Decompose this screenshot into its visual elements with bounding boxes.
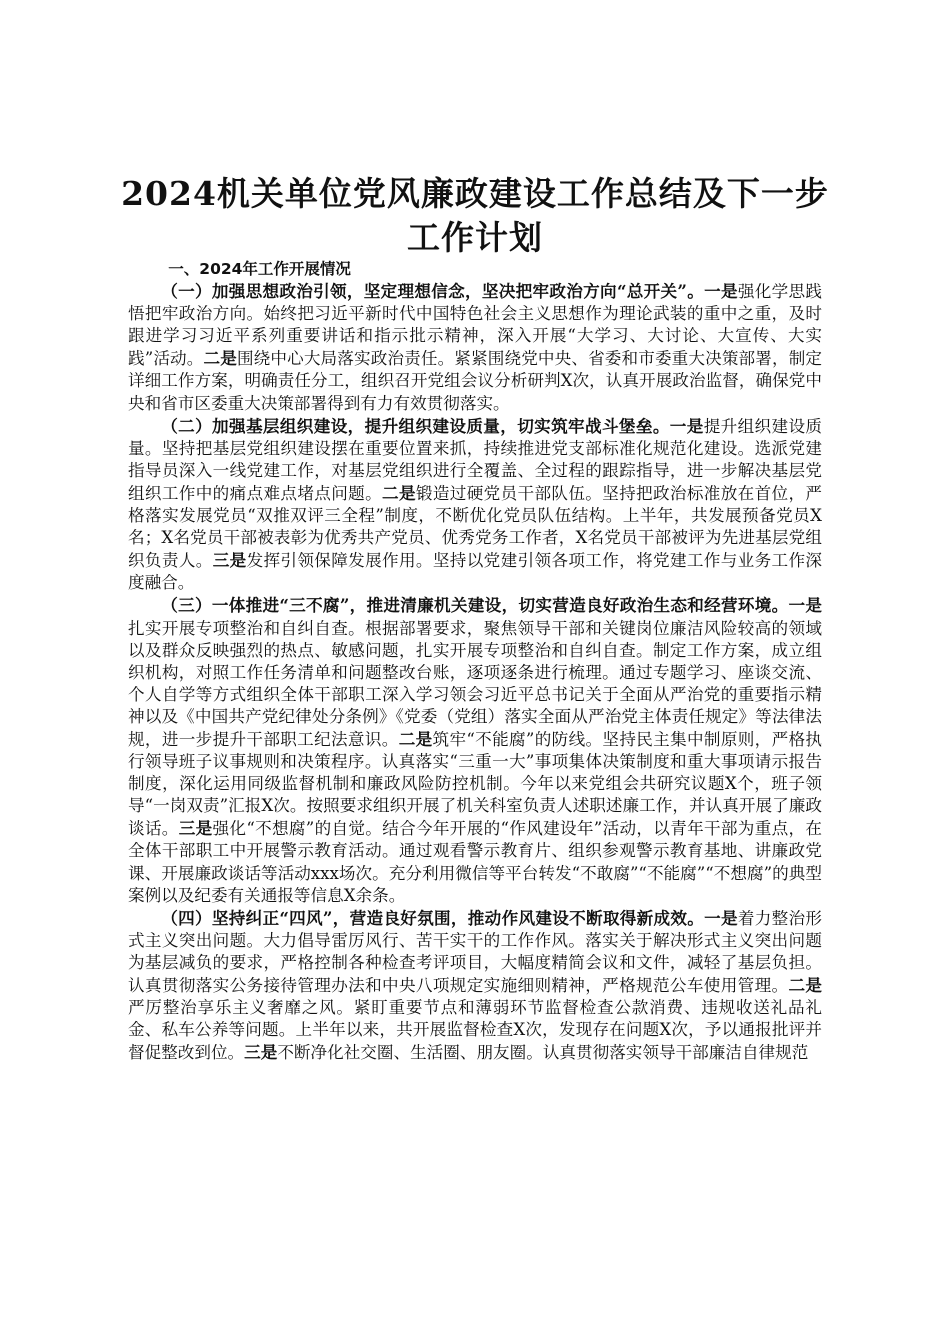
paragraph-2-text-1: 提升组织建设质量。坚持把基层党组织建设摆在重要位置来抓，持续推进党支部标准化规范化建设。选派党建指导员深入一线党建工作，对基层党组织进行全覆盖、全过程的跟踪指导，进一步解决基层党组织工作中的痛点难点堵点问题。: [128, 416, 822, 503]
paragraph-3-text-2: 筑牢“不能腐”的防线。坚持民主集中制原则，严格执行领导班子议事规则和决策程序。认真落实“三重一大”事项集体决策制度和重大事项请示报告制度，深化运用同级监督机制和廉政风险防控机制。今年以来党组会共研究议题X个，班子领导“一岗双责”汇报X次。按照要求组织开展了机关科室负责人述职述廉工作，并认真开展了廉政谈话。: [128, 729, 823, 839]
paragraph-1: [128, 280, 822, 415]
paragraph-4-keyword-1: 一是: [704, 907, 738, 928]
paragraph-4-keyword-3: 三是: [244, 1042, 278, 1063]
paragraph-3: [128, 594, 822, 906]
paragraph-1-keyword-1: 一是: [704, 281, 738, 302]
paragraph-3-keyword-1: 一是: [788, 595, 823, 616]
paragraph-4: [128, 907, 822, 1065]
paragraph-3-keyword-3: 三是: [178, 818, 213, 839]
section-heading: 一、2024年工作开展情况: [168, 260, 351, 278]
document-title: 2024机关单位党风廉政建设工作总结及下一步工作计划: [121, 174, 829, 257]
paragraph-4-heading: （四）坚持纠正“四风”，营造良好氛围，推动作风建设不断取得新成效。: [161, 907, 705, 928]
paragraph-4-text-3: 不断净化社交圈、生活圈、朋友圈。认真贯彻落实领导干部廉洁自律规范: [277, 1043, 809, 1063]
paragraph-4-text-2: 严厉整治享乐主义奢靡之风。紧盯重要节点和薄弱环节监督检查公款消费、违规收送礼品礼金、私车公养等问题。上半年以来，共开展监督检查X次，发现存在问题X次，予以通报批评并督促整改到位。: [128, 998, 822, 1063]
paragraph-2-keyword-1: 一是: [669, 415, 704, 436]
paragraph-1-text-1: 强化学思践悟把牢政治方向。始终把习近平新时代中国特色社会主义思想作为理论武装的重中之重，及时跟进学习习近平系列重要讲话和指示批示精神，深入开展“大学习、大讨论、大宣传、大实践”活动。: [128, 282, 823, 369]
paragraph-1-text-2: 围绕中心大局落实政治责任。紧紧围绕党中央、省委和市委重大决策部署，制定详细工作方案，明确责任分工，组织召开党组会议分析研判X次，认真开展政治监督，确保党中央和省市区委重大决策部署得到有力有效贯彻落实。: [128, 349, 823, 413]
paragraph-2: [128, 415, 822, 595]
paragraph-3-text-1: 扎实开展专项整治和自纠自查。根据部署要求，聚焦领导干部和关键岗位廉洁风险较高的领域以及群众反映强烈的热点、敏感问题，扎实开展专项整治和自纠自查。制定工作方案，成立组织机构，对照工作任务清单和问题整改台账，逐项逐条进行梳理。通过专题学习、座谈交流、个人自学等方式组织全体干部职工深入学习领会习近平总书记关于全面从严治党的重要指示精神以及《中国共产党纪律处分条例》《党委（党组）落实全面从严治党主体责任规定》等法律法规，进一步提升干部职工纪法意识。: [128, 618, 822, 749]
paragraph-2-heading: （二）加强基层组织建设，提升组织建设质量，切实筑牢战斗堡垒。: [161, 415, 670, 436]
paragraph-2-text-3: 发挥引领保障发展作用。坚持以党建引领各项工作，将党建工作与业务工作深度融合。: [128, 551, 823, 593]
paragraph-1-heading: （一）加强思想政治引领，坚定理想信念，坚决把牢政治方向“总开关”。: [161, 281, 705, 302]
paragraph-4-keyword-2: 二是: [788, 975, 822, 995]
paragraph-4-text-1: 着力整治形式主义突出问题。大力倡导雷厉风行、苦干实干的工作作风。落实关于解决形式主义突出问题为基层减负的要求，严格控制各种检查考评项目，大幅度精简会议和文件，减轻了基层负担。认真贯彻落实公务接待管理办法和中央八项规定实施细则精神，严格规范公车使用管理。: [128, 908, 823, 995]
paragraph-3-heading: （三）一体推进“三不腐”，推进清廉机关建设，切实营造良好政治生态和经营环境。: [161, 595, 789, 616]
paragraph-2-keyword-2: 二是: [382, 482, 416, 503]
paragraph-3-keyword-2: 二是: [398, 728, 433, 749]
paragraph-1-keyword-2: 二是: [203, 348, 237, 369]
paragraph-3-text-3: 强化“不想腐”的自觉。结合今年开展的“作风建设年”活动，以青年干部为重点，在全体干部职工中开展警示教育活动。通过观看警示教育片、组织参观警示教育基地、讲廉政党课、开展廉政谈话等活动xxx场次。充分利用微信等平台转发“不敢腐”“不能腐”“不想腐”的典型案例以及纪委有关通报等信息X余条。: [128, 819, 823, 905]
paragraph-2-text-2: 锻造过硬党员干部队伍。坚持把政治标准放在首位，严格落实发展党员“双推双评三全程”制度，不断优化党员队伍结构。上半年，共发展预备党员X名；X名党员干部被表彰为优秀共产党员、优秀党务工作者，X名党员干部被评为先进基层党组织负责人。: [128, 483, 823, 571]
document-body: [128, 258, 822, 1064]
paragraph-2-keyword-3: 三是: [212, 550, 247, 571]
